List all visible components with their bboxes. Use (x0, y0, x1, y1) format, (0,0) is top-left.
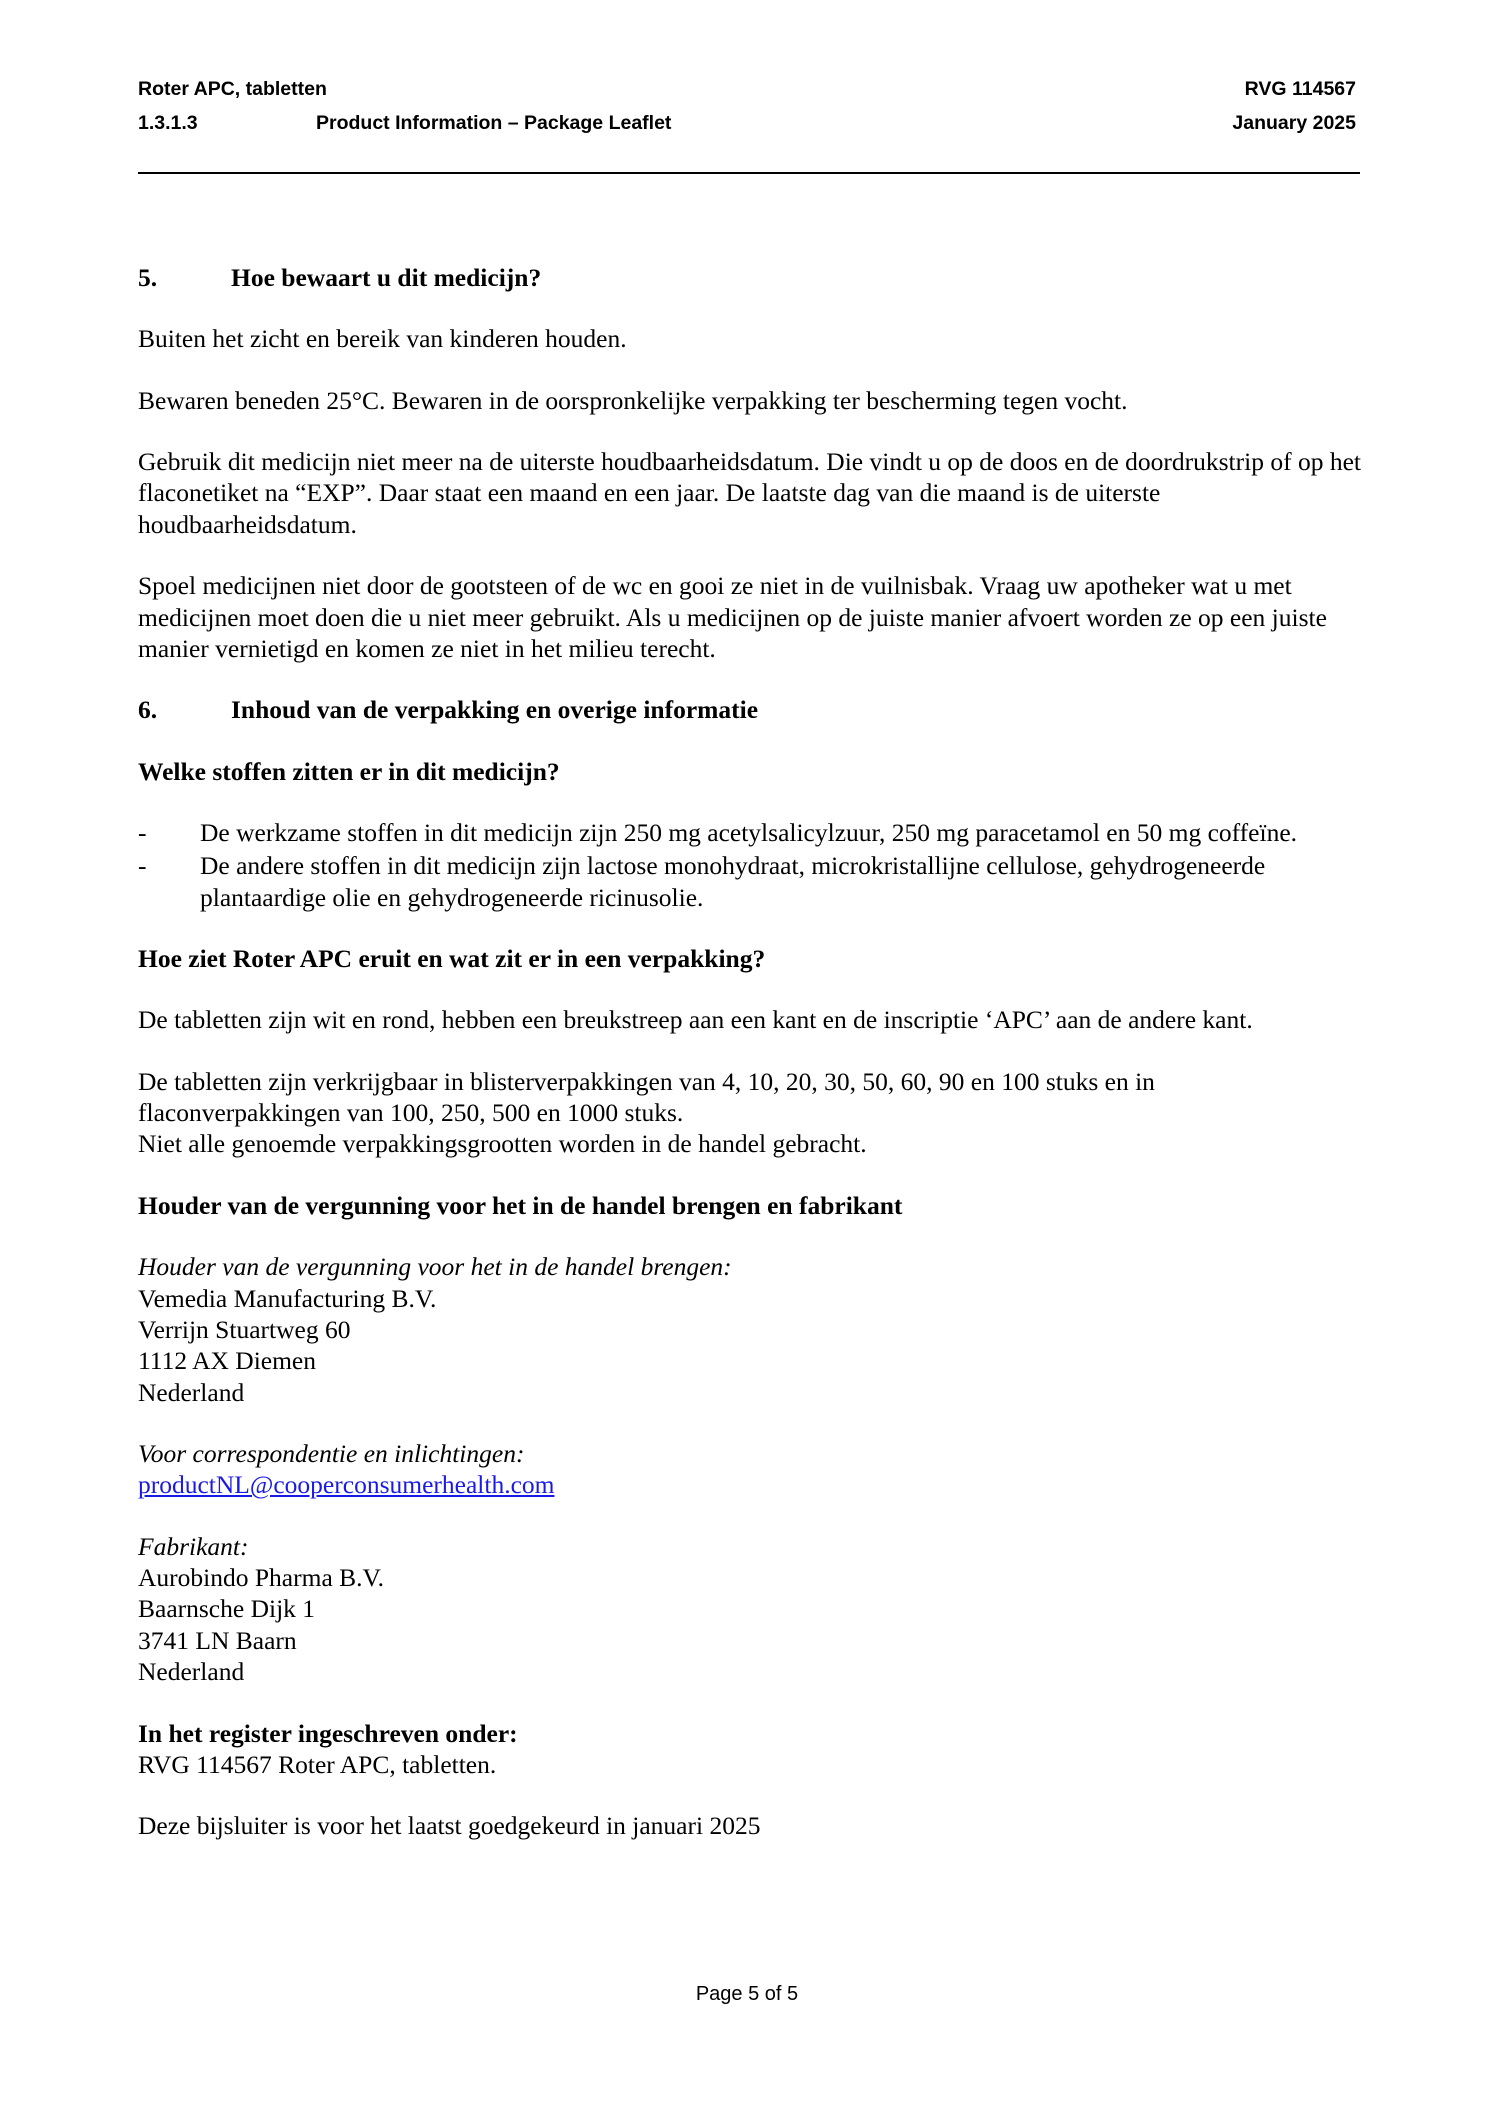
section-5-number: 5. (138, 263, 158, 292)
page-footer (0, 1983, 1494, 2006)
register-block (138, 1718, 1366, 1781)
register-number: RVG 114567 (138, 1749, 272, 1779)
correspondence-email-line (138, 1469, 1366, 1500)
page-number-label: Page 5 of 5 (695, 1983, 799, 2005)
expiry-date-paragraph: Gebruik dit medicijn niet meer na de uiterste houdbaarheidsdatum. Die vindt u op de doos en de doordrukstrip of op het flaconetiket na “EXP”. Daar staat een maand en een jaar. De laatste dag van die maand is de uiterste houdbaarheidsdatum. (138, 447, 1361, 539)
manufacturer-country: Nederland (138, 1657, 245, 1687)
header-doc-code: 1.3.1.3 (138, 112, 198, 134)
header-divider (138, 172, 1360, 174)
correspondence-block (138, 1438, 1366, 1501)
header-date: January 2025 (1232, 112, 1356, 134)
manufacturer-block (138, 1531, 1366, 1688)
manufacturer-label: Fabrikant: (138, 1531, 249, 1561)
section-5-heading (138, 262, 1366, 293)
appearance-description: De tabletten zijn wit en rond, hebben een breukstreep aan een kant en de inscriptie ‘APC’ aan de andere kant. (138, 1005, 1253, 1035)
bullet-dash-icon: - (138, 817, 147, 847)
pack-sizes-line-1: De tabletten zijn verkrijgbaar in blisterverpakkingen van 4, 10, 20, 30, 50, 60, 90 en 100 stuks en in (138, 1066, 1155, 1096)
excipients-text: De andere stoffen in dit medicijn zijn lactose monohydraat, microkristallijne cellulose, gehydrogeneerde plantaardige olie en gehydrogeneerde ricinusolie. (200, 851, 1266, 912)
register-heading: In het register ingeschreven onder: (138, 1718, 518, 1748)
section-6-heading (138, 694, 1366, 725)
header-doc-title: Product Information – Package Leaflet (316, 112, 672, 134)
manufacturer-street: Baarnsche Dijk 1 (138, 1594, 316, 1624)
storage-children-paragraph: Buiten het zicht en bereik van kinderen houden. (138, 324, 627, 354)
pack-sizes-line-2: flaconverpakkingen van 100, 250, 500 en 1000 stuks. (138, 1098, 684, 1128)
leaflet-body (138, 262, 1366, 1842)
ingredients-list (138, 817, 1366, 913)
approval-date-line: Deze bijsluiter is voor het laatst goedgekeurd in januari 2025 (138, 1811, 761, 1841)
holder-country: Nederland (138, 1377, 245, 1407)
active-ingredients-text: De werkzame stoffen in dit medicijn zijn 250 mg acetylsalicylzuur, 250 mg paracetamol en 50 mg coffeïne. (200, 817, 1298, 847)
section-6-title: Inhoud van de verpakking en overige informatie (231, 695, 759, 725)
manufacturer-city: 3741 LN Baarn (138, 1625, 297, 1655)
pack-sizes-line-3: Niet alle genoemde verpakkingsgrootten worden in de handel gebracht. (138, 1129, 867, 1159)
header-rvg-number: RVG 114567 (1244, 78, 1356, 100)
pack-sizes-block (138, 1066, 1366, 1160)
list-item (138, 850, 1366, 913)
holder-label: Houder van de vergunning voor het in de handel brengen: (138, 1252, 732, 1282)
holder-company: Vemedia Manufacturing B.V. (138, 1283, 437, 1313)
register-entry (138, 1749, 1366, 1780)
holder-street: Verrijn Stuartweg 60 (138, 1314, 351, 1344)
manufacturer-company: Aurobindo Pharma B.V. (138, 1563, 385, 1593)
list-item (138, 817, 1366, 848)
holder-city: 1112 AX Diemen (138, 1346, 317, 1376)
appearance-heading: Hoe ziet Roter APC eruit en wat zit er in een verpakking? (138, 944, 766, 974)
ingredients-heading: Welke stoffen zitten er in dit medicijn? (138, 756, 560, 786)
register-product-name: Roter APC, tabletten. (278, 1749, 497, 1779)
header-product-name: Roter APC, tabletten (138, 78, 327, 100)
section-5-title: Hoe bewaart u dit medicijn? (231, 263, 542, 292)
bullet-dash-icon: - (138, 851, 147, 881)
header-row-product (138, 78, 1356, 101)
marketing-authorisation-holder-block (138, 1251, 1366, 1408)
page-header (138, 78, 1356, 146)
header-row-doc (138, 112, 1356, 135)
storage-temperature-paragraph: Bewaren beneden 25°C. Bewaren in de oorspronkelijke verpakking ter bescherming tegen vocht. (138, 385, 1128, 415)
holder-manufacturer-heading: Houder van de vergunning voor het in de handel brengen en fabrikant (138, 1190, 903, 1220)
correspondence-label: Voor correspondentie en inlichtingen: (138, 1438, 525, 1468)
email-link[interactable]: productNL@cooperconsumerhealth.com (138, 1470, 555, 1500)
section-6-number: 6. (138, 695, 158, 725)
disposal-paragraph: Spoel medicijnen niet door de gootsteen of de wc en gooi ze niet in de vuilnisbak. Vraag uw apotheker wat u met medicijnen moet doen die u niet meer gebruikt. Als u medicijnen op de juiste manier afvoert worden ze op een juiste manier vernietigd en komen ze niet in het milieu terecht. (138, 571, 1327, 663)
